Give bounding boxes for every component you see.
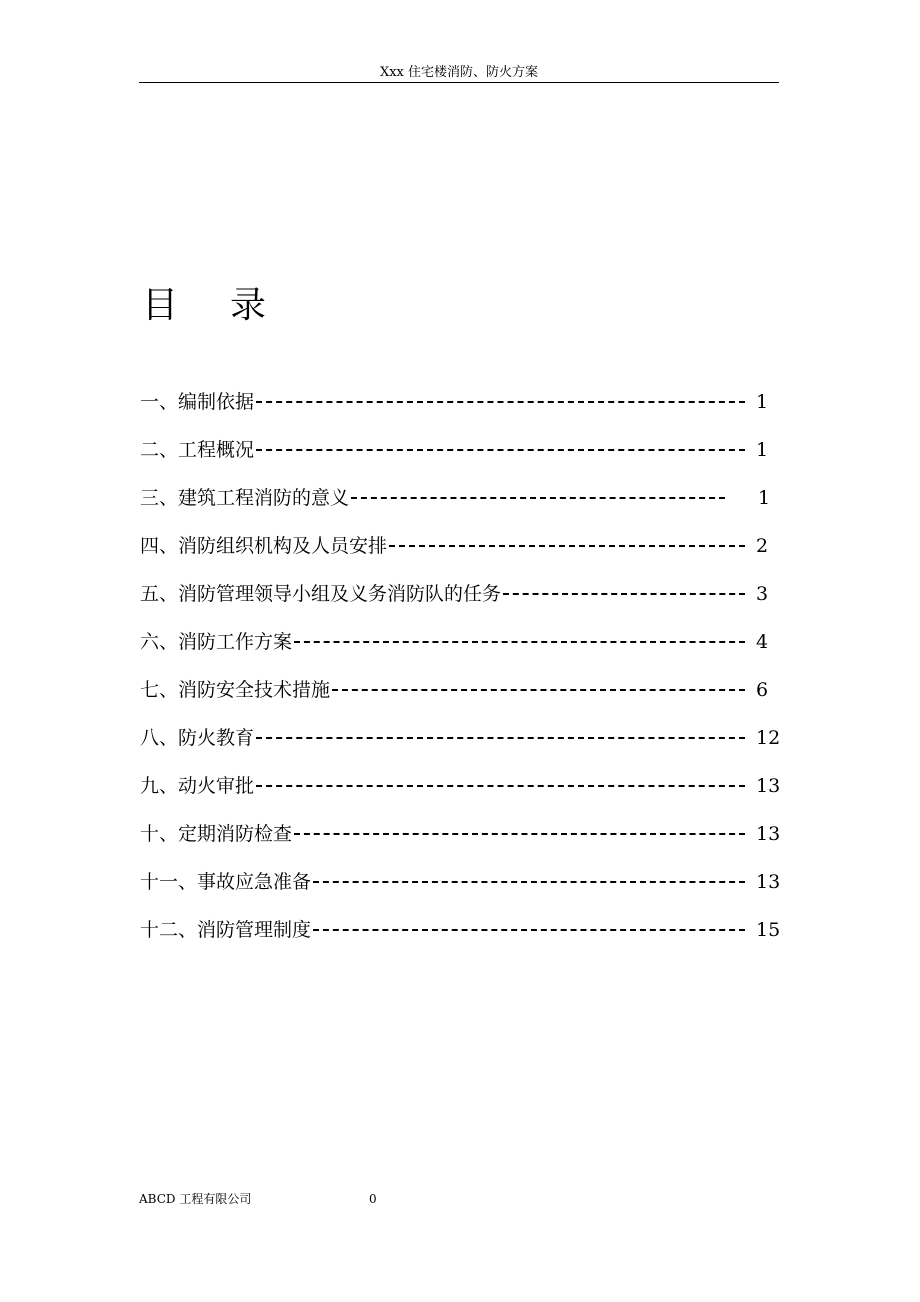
toc-entry-label: 二、工程概况 xyxy=(140,439,255,461)
toc-entry[interactable] xyxy=(140,906,780,954)
toc-entry-page: 13 xyxy=(756,823,781,845)
toc-entry[interactable] xyxy=(140,810,780,858)
toc-entry[interactable] xyxy=(140,522,780,570)
toc-entry-page: 13 xyxy=(756,775,781,797)
toc-entry-leader xyxy=(256,401,745,403)
toc-entry-leader xyxy=(256,785,745,787)
toc-entry-label: 五、消防管理领导小组及义务消防队的任务 xyxy=(140,583,502,605)
toc-entry-leader xyxy=(332,689,745,691)
toc-entry-label: 四、消防组织机构及人员安排 xyxy=(140,535,388,557)
toc-entry-label: 三、建筑工程消防的意义 xyxy=(140,487,350,509)
toc-entry-page: 2 xyxy=(756,535,769,557)
toc-entry-label: 十、定期消防检查 xyxy=(140,823,293,845)
toc-entry-leader xyxy=(256,737,745,739)
toc-entry-label: 十二、消防管理制度 xyxy=(140,919,312,941)
page-header xyxy=(139,64,779,83)
toc-entry-label: 九、动火审批 xyxy=(140,775,255,797)
toc-entry-leader xyxy=(313,929,745,931)
footer-company: ABCD 工程有限公司 xyxy=(139,1192,252,1206)
toc-entry-label: 六、消防工作方案 xyxy=(140,631,293,653)
toc-entry[interactable] xyxy=(140,714,780,762)
toc-entry-leader xyxy=(503,593,745,595)
toc-entry-leader xyxy=(313,881,745,883)
toc-title-part1: 目 xyxy=(142,285,179,326)
toc-list xyxy=(140,378,780,954)
toc-entry-label: 八、防火教育 xyxy=(140,727,255,749)
toc-entry-label: 十一、事故应急准备 xyxy=(140,871,312,893)
toc-entry-page: 3 xyxy=(756,583,769,605)
toc-entry[interactable] xyxy=(140,762,780,810)
toc-entry-leader xyxy=(294,833,745,835)
toc-entry[interactable] xyxy=(140,426,780,474)
toc-entry-leader xyxy=(389,545,745,547)
toc-entry[interactable] xyxy=(140,570,780,618)
toc-entry[interactable] xyxy=(140,378,780,426)
toc-entry-leader xyxy=(256,449,745,451)
toc-title-part2: 录 xyxy=(230,285,267,326)
toc-entry-page: 1 xyxy=(756,439,769,461)
toc-entry-page: 13 xyxy=(756,871,781,893)
toc-entry-page: 4 xyxy=(756,631,769,653)
footer-page-number: 0 xyxy=(369,1192,377,1206)
toc-entry[interactable] xyxy=(140,666,780,714)
toc-entry-page: 12 xyxy=(756,727,781,749)
toc-entry[interactable] xyxy=(140,474,780,522)
toc-entry-page: 1 xyxy=(758,487,771,509)
toc-entry-page: 6 xyxy=(756,679,769,701)
toc-entry-label: 一、编制依据 xyxy=(140,391,255,413)
toc-entry[interactable] xyxy=(140,858,780,906)
header-title: Xxx 住宅楼消防、防火方案 xyxy=(379,65,539,80)
toc-entry[interactable] xyxy=(140,618,780,666)
toc-entry-page: 1 xyxy=(756,391,769,413)
toc-entry-leader xyxy=(294,641,745,643)
toc-entry-label: 七、消防安全技术措施 xyxy=(140,679,331,701)
toc-entry-page: 15 xyxy=(756,919,781,941)
toc-title xyxy=(142,282,266,330)
toc-entry-leader xyxy=(351,497,725,499)
